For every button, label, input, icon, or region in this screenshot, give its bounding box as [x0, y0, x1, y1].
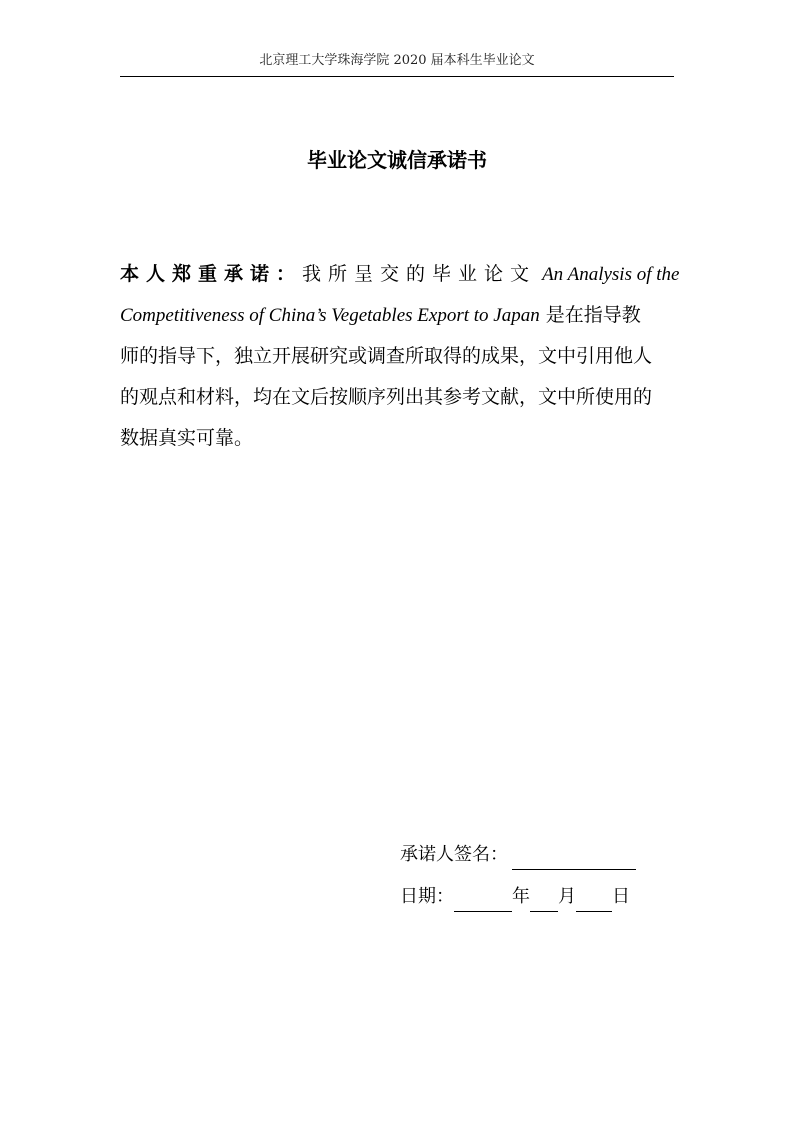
date-label: 日期：	[400, 886, 454, 907]
year-label: 年	[512, 886, 530, 907]
page-title: 毕业论文诚信承诺书	[307, 148, 487, 172]
signature-field[interactable]	[512, 847, 636, 870]
signature-row	[400, 840, 636, 870]
month-field[interactable]	[530, 889, 558, 912]
pledge-line-3: 师的指导下，独立开展研究或调查所取得的成果，文中引用他人	[120, 345, 653, 367]
pledge-lead: 本人郑重承诺：	[120, 263, 303, 285]
day-field[interactable]	[576, 889, 612, 912]
pledge-text-2: 是在指导教	[545, 304, 641, 326]
pledge-line-1	[120, 254, 680, 294]
date-row	[400, 882, 630, 912]
page-header: 北京理工大学珠海学院 2020 届本科生毕业论文	[120, 52, 674, 77]
day-label: 日	[612, 886, 630, 907]
pledge-line-4: 的观点和材料，均在文后按顺序列出其参考文献，文中所使用的	[120, 386, 653, 408]
year-field[interactable]	[454, 889, 512, 912]
thesis-title-part-2: Competitiveness of China’s Vegetables Export to Japan	[120, 305, 540, 326]
thesis-title-part-1: An Analysis of the	[542, 264, 680, 285]
pledge-text-1: 我所呈交的毕业论文	[302, 263, 537, 285]
pledge-line-5: 数据真实可靠。	[120, 427, 254, 449]
signature-label: 承诺人签名：	[400, 844, 508, 865]
pledge-line-2	[120, 295, 674, 335]
month-label: 月	[558, 886, 576, 907]
